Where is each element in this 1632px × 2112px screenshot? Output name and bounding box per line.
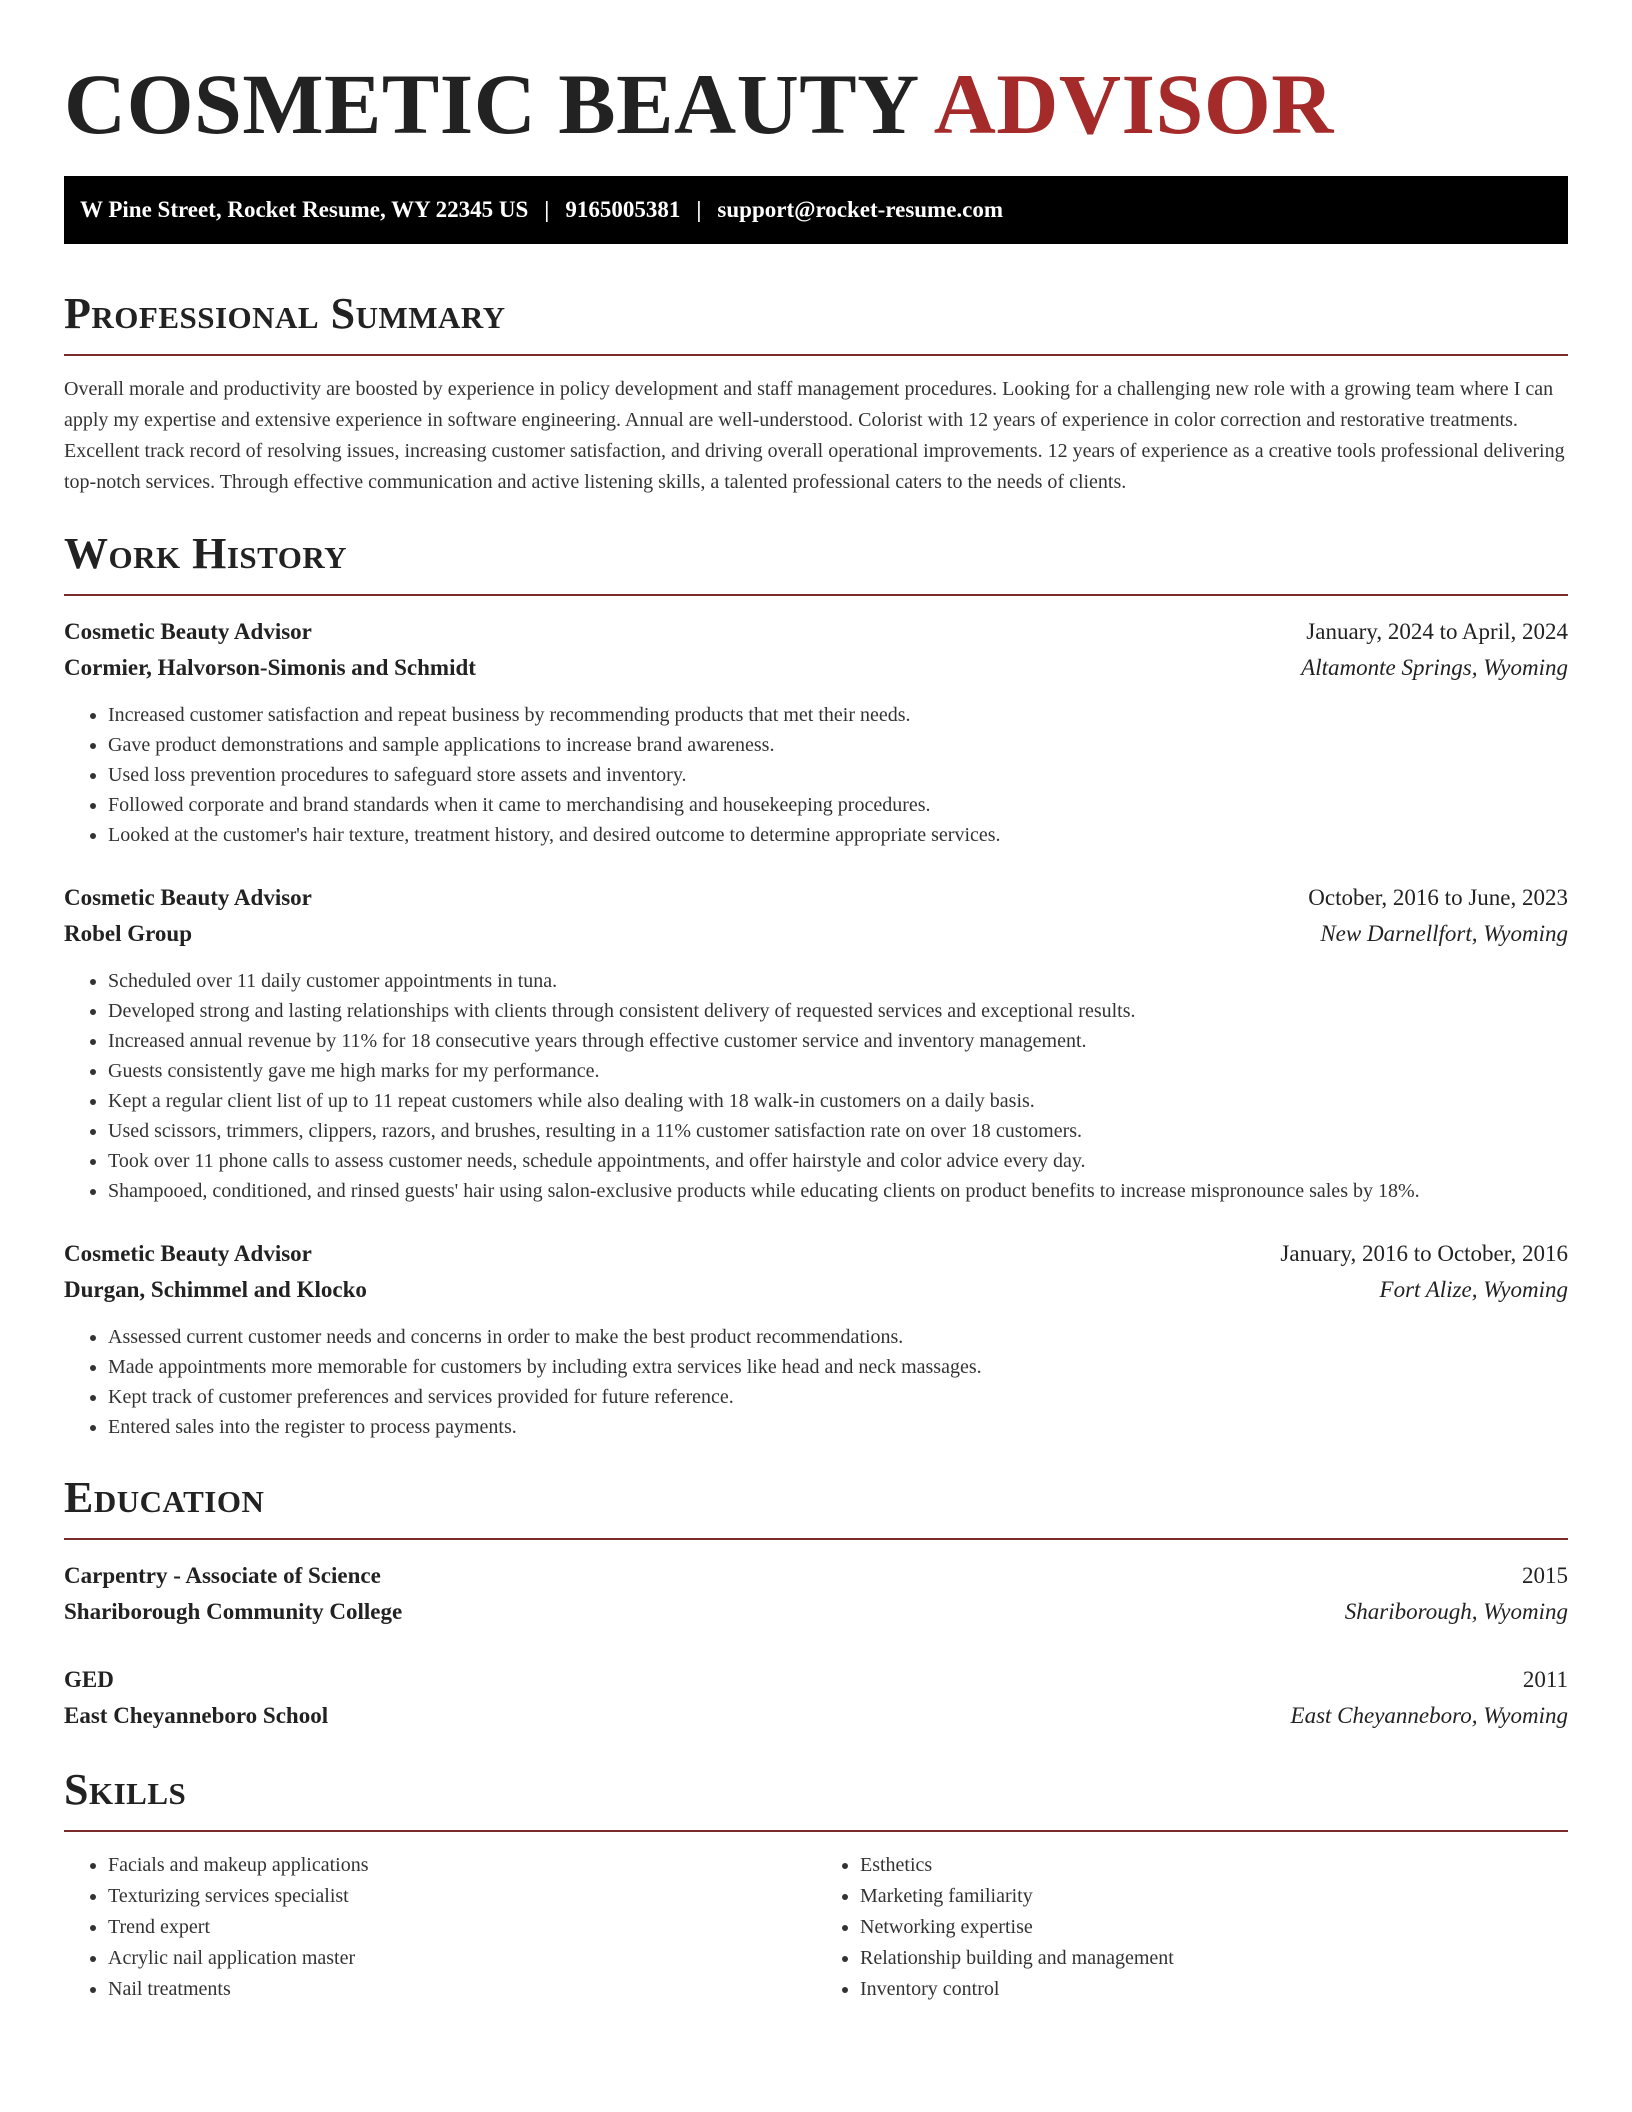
- job-location: Fort Alize, Wyoming: [1379, 1277, 1568, 1302]
- job-title: Cosmetic Beauty Advisor: [64, 885, 312, 910]
- contact-phone[interactable]: 9165005381: [565, 197, 681, 222]
- job-title-row: [64, 1236, 1568, 1272]
- skills-columns: [64, 1850, 1568, 2005]
- section-heading-work-history: Work History: [64, 529, 348, 578]
- skills-list-right: [816, 1850, 1568, 2005]
- list-item: • Increased customer satisfaction and repeat business by recommending products that met their needs.: [108, 700, 1568, 730]
- skills-list-left: [64, 1850, 816, 2005]
- list-item: • Used loss prevention procedures to safeguard store assets and inventory.: [108, 760, 1568, 790]
- list-item: • Followed corporate and brand standards when it came to merchandising and housekeeping procedures.: [108, 790, 1568, 820]
- list-item: • Looked at the customer's hair texture, treatment history, and desired outcome to determine appropriate services.: [108, 820, 1568, 850]
- title-first: COSMETIC BEAUTY: [64, 56, 920, 152]
- job-title: Cosmetic Beauty Advisor: [64, 619, 312, 644]
- job-company: Durgan, Schimmel and Klocko: [64, 1277, 367, 1302]
- contact-separator: |: [544, 197, 550, 222]
- list-item: • Increased annual revenue by 11% for 18 consecutive years through effective customer service and inventory management.: [108, 1026, 1568, 1056]
- skill-item: • Trend expert: [108, 1912, 816, 1943]
- skill-item: • Texturizing services specialist: [108, 1881, 816, 1912]
- skill-item: • Relationship building and management: [860, 1943, 1568, 1974]
- contact-email[interactable]: support@rocket-resume.com: [717, 197, 1004, 222]
- job-bullets: [64, 700, 1568, 850]
- section-divider: [64, 1538, 1568, 1540]
- education-degree-row: [64, 1558, 1568, 1594]
- education-school: East Cheyanneboro School: [64, 1703, 329, 1728]
- section-heading-summary: Professional Summary: [64, 289, 506, 338]
- job-dates: January, 2016 to October, 2016: [1280, 1241, 1568, 1266]
- list-item: • Gave product demonstrations and sample applications to increase brand awareness.: [108, 730, 1568, 760]
- job-entry: [64, 614, 1568, 850]
- section-divider: [64, 594, 1568, 596]
- education-degree: GED: [64, 1667, 114, 1692]
- contact-address: W Pine Street, Rocket Resume, WY 22345 US: [80, 197, 529, 222]
- education-school-row: [64, 1594, 1568, 1630]
- education-degree: Carpentry - Associate of Science: [64, 1563, 381, 1588]
- education-degree-row: [64, 1662, 1568, 1698]
- title-last: ADVISOR: [933, 56, 1334, 152]
- job-title-row: [64, 880, 1568, 916]
- job-company: Cormier, Halvorson-Simonis and Schmidt: [64, 655, 476, 680]
- skill-item: • Esthetics: [860, 1850, 1568, 1881]
- skill-item: • Nail treatments: [108, 1974, 816, 2005]
- contact-bar: [64, 176, 1568, 244]
- list-item: • Guests consistently gave me high marks for my performance.: [108, 1056, 1568, 1086]
- section-divider: [64, 354, 1568, 356]
- education-location: East Cheyanneboro, Wyoming: [1290, 1703, 1568, 1728]
- list-item: • Assessed current customer needs and concerns in order to make the best product recommendations.: [108, 1322, 1568, 1352]
- list-item: • Made appointments more memorable for customers by including extra services like head and neck massages.: [108, 1352, 1568, 1382]
- job-dates: January, 2024 to April, 2024: [1306, 619, 1568, 644]
- list-item: • Used scissors, trimmers, clippers, razors, and brushes, resulting in a 11% customer satisfaction rate on over 18 customers.: [108, 1116, 1568, 1146]
- skill-item: • Networking expertise: [860, 1912, 1568, 1943]
- education-section: [64, 1472, 1568, 1734]
- job-entry: [64, 1236, 1568, 1442]
- section-heading-education: Education: [64, 1473, 265, 1522]
- education-entry: [64, 1558, 1568, 1630]
- list-item: • Kept a regular client list of up to 11 repeat customers while also dealing with 18 walk-in customers on a daily basis.: [108, 1086, 1568, 1116]
- list-item: • Scheduled over 11 daily customer appointments in tuna.: [108, 966, 1568, 996]
- education-school-row: [64, 1698, 1568, 1734]
- list-item: • Entered sales into the register to process payments.: [108, 1412, 1568, 1442]
- education-year: 2011: [1522, 1667, 1568, 1692]
- education-school: Shariborough Community College: [64, 1599, 403, 1624]
- skill-item: • Acrylic nail application master: [108, 1943, 816, 1974]
- job-company: Robel Group: [64, 921, 193, 946]
- skill-item: • Facials and makeup applications: [108, 1850, 816, 1881]
- job-title: Cosmetic Beauty Advisor: [64, 1241, 312, 1266]
- job-dates: October, 2016 to June, 2023: [1308, 885, 1568, 910]
- job-company-row: [64, 916, 1568, 952]
- job-location: Altamonte Springs, Wyoming: [1301, 655, 1568, 680]
- education-year: 2015: [1522, 1563, 1568, 1588]
- summary-text: Overall morale and productivity are boosted by experience in policy development and staff management procedures. Looking for a challenging new role with a growing team where I can apply my expertise and extensive experience in software engineering. Annual are well-understood. Colorist with 12 years of experience in color correction and restorative treatments. Excellent track record of resolving issues, increasing customer satisfaction, and driving overall operational improvements. 12 years of experience as a creative tools professional delivering top-notch services. Through effective communication and active listening skills, a talented professional caters to the needs of clients.: [64, 378, 1565, 493]
- list-item: • Took over 11 phone calls to assess customer needs, schedule appointments, and offer hairstyle and color advice every day.: [108, 1146, 1568, 1176]
- list-item: • Kept track of customer preferences and services provided for future reference.: [108, 1382, 1568, 1412]
- education-entry: [64, 1662, 1568, 1734]
- section-divider: [64, 1830, 1568, 1832]
- list-item: • Shampooed, conditioned, and rinsed guests' hair using salon-exclusive products while educating clients on product benefits to increase mispronounce sales by 18%.: [108, 1176, 1568, 1206]
- skills-section: [64, 1764, 1568, 2005]
- job-bullets: [64, 966, 1568, 1206]
- job-location: New Darnellfort, Wyoming: [1320, 921, 1568, 946]
- list-item: • Developed strong and lasting relationships with clients through consistent delivery of requested services and exceptional results.: [108, 996, 1568, 1026]
- job-title-row: [64, 614, 1568, 650]
- education-location: Shariborough, Wyoming: [1344, 1599, 1568, 1624]
- contact-separator: |: [696, 197, 702, 222]
- skill-item: • Inventory control: [860, 1974, 1568, 2005]
- section-heading-skills: Skills: [64, 1765, 187, 1814]
- skill-item: • Marketing familiarity: [860, 1881, 1568, 1912]
- job-company-row: [64, 1272, 1568, 1308]
- job-entry: [64, 880, 1568, 1206]
- resume-title: [64, 56, 1568, 152]
- job-company-row: [64, 650, 1568, 686]
- summary-section: [64, 288, 1568, 498]
- job-bullets: [64, 1322, 1568, 1442]
- work-history-section: [64, 528, 1568, 1442]
